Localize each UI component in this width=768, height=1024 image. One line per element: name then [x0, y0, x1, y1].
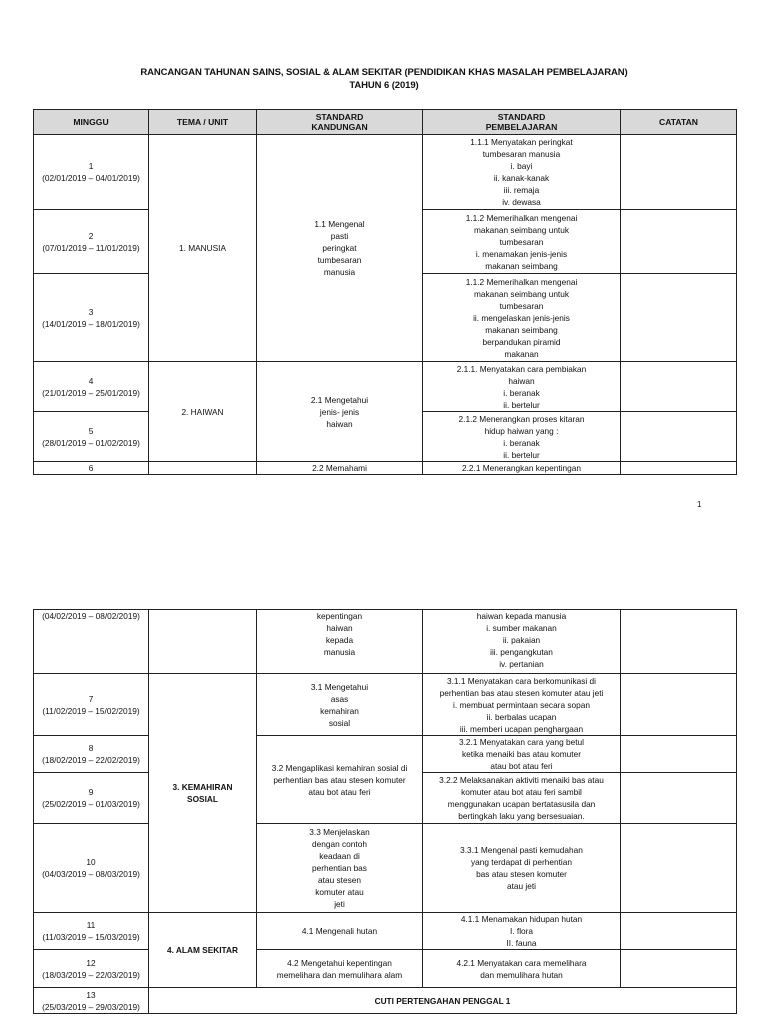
catatan-cell	[621, 824, 737, 913]
standard-pembelajaran-cell: 3.3.1 Mengenal pasti kemudahan yang terdapat di perhentian bas atau stesen komuter atau jeti	[423, 824, 621, 913]
week-cell: 4 (21/01/2019 – 25/01/2019)	[34, 362, 149, 412]
plan-table-page-2	[33, 609, 737, 1014]
holiday-banner: CUTI PERTENGAHAN PENGGAL 1	[149, 988, 737, 1014]
standard-kandungan-cell: 2.2 Memahami	[257, 462, 423, 475]
week-cell: 7 (11/02/2019 – 15/02/2019)	[34, 674, 149, 736]
catatan-cell	[621, 412, 737, 462]
week-cell: 6	[34, 462, 149, 475]
catatan-cell	[621, 674, 737, 736]
standard-kandungan-cell: 1.1 Mengenal pasti peringkat tumbesaran manusia	[257, 135, 423, 362]
week-cell: 11 (11/03/2019 – 15/03/2019)	[34, 913, 149, 950]
standard-pembelajaran-cell: 4.2.1 Menyatakan cara memelihara dan memulihara hutan	[423, 950, 621, 988]
tema-cell: 4. ALAM SEKITAR	[149, 913, 257, 988]
standard-pembelajaran-cell: 1.1.2 Memerihalkan mengenai makanan seimbang untuk tumbesaran ii. mengelaskan jenis-jenis makanan seimbang berpandukan piramid makanan	[423, 274, 621, 362]
standard-kandungan-cell: 4.2 Mengetahui kepentingan memelihara dan memulihara alam	[257, 950, 423, 988]
plan-table-page-1	[33, 109, 737, 475]
document-title: RANCANGAN TAHUNAN SAINS, SOSIAL & ALAM SEKITAR (PENDIDIKAN KHAS MASALAH PEMBELAJARAN)	[140, 67, 628, 78]
week-cell: 13 (25/03/2019 – 29/03/2019)	[34, 988, 149, 1014]
standard-kandungan-cell: 3.3 Menjelaskan dengan contoh keadaan di perhentian bas atau stesen komuter atau jeti	[257, 824, 423, 913]
standard-pembelajaran-cell: 2.2.1 Menerangkan kepentingan	[423, 462, 621, 475]
catatan-cell	[621, 610, 737, 674]
standard-pembelajaran-cell: 2.1.2 Menerangkan proses kitaran hidup haiwan yang : i. beranak ii. bertelur	[423, 412, 621, 462]
standard-kandungan-cell: 3.2 Mengaplikasi kemahiran sosial di perhentian bas atau stesen komuter atau bot atau feri	[257, 736, 423, 824]
standard-pembelajaran-cell: 1.1.2 Memerihalkan mengenai makanan seimbang untuk tumbesaran i. menamakan jenis-jenis makanan seimbang	[423, 210, 621, 274]
standard-pembelajaran-cell: 3.1.1 Menyatakan cara berkomunikasi di perhentian bas atau stesen komuter atau jeti i. membuat permintaan secara sopan ii. berbalas ucapan iii. memberi ucapan penghargaan	[423, 674, 621, 736]
catatan-cell	[621, 135, 737, 210]
catatan-cell	[621, 950, 737, 988]
tema-cell: 3. KEMAHIRAN SOSIAL	[149, 674, 257, 913]
document-subtitle: TAHUN 6 (2019)	[349, 80, 419, 91]
catatan-cell	[621, 210, 737, 274]
catatan-cell	[621, 362, 737, 412]
week-cell: 5 (28/01/2019 – 01/02/2019)	[34, 412, 149, 462]
header-minggu: MINGGU	[34, 110, 149, 135]
catatan-cell	[621, 462, 737, 475]
week-cell: 9 (25/02/2019 – 01/03/2019)	[34, 773, 149, 824]
catatan-cell	[621, 913, 737, 950]
tema-cell: 2. HAIWAN	[149, 362, 257, 462]
standard-pembelajaran-cell: 1.1.1 Menyatakan peringkat tumbesaran manusia i. bayi ii. kanak-kanak iii. remaja iv. dewasa	[423, 135, 621, 210]
catatan-cell	[621, 773, 737, 824]
week-cell: 3 (14/01/2019 – 18/01/2019)	[34, 274, 149, 362]
week-cell: 2 (07/01/2019 – 11/01/2019)	[34, 210, 149, 274]
standard-kandungan-cell: 3.1 Mengetahui asas kemahiran sosial	[257, 674, 423, 736]
tema-cell: 1. MANUSIA	[149, 135, 257, 362]
standard-pembelajaran-cell: 3.2.1 Menyatakan cara yang betul ketika menaiki bas atau komuter atau bot atau feri	[423, 736, 621, 773]
tema-cell	[149, 610, 257, 674]
standard-pembelajaran-cell: haiwan kepada manusia i. sumber makanan ii. pakaian iii. pengangkutan iv. pertanian	[423, 610, 621, 674]
standard-pembelajaran-cell: 2.1.1. Menyatakan cara pembiakan haiwan i. beranak ii. bertelur	[423, 362, 621, 412]
header-tema: TEMA / UNIT	[149, 110, 257, 135]
header-standard-pembelajaran: STANDARD PEMBELAJARAN	[423, 110, 621, 135]
standard-kandungan-cell: 2.1 Mengetahui jenis- jenis haiwan	[257, 362, 423, 462]
standard-kandungan-cell: 4.1 Mengenali hutan	[257, 913, 423, 950]
tema-cell	[149, 462, 257, 475]
standard-kandungan-cell: kepentingan haiwan kepada manusia	[257, 610, 423, 674]
header-catatan: CATATAN	[621, 110, 737, 135]
week-cell: (04/02/2019 – 08/02/2019)	[34, 610, 149, 674]
page-number: 1	[697, 500, 702, 509]
week-cell: 10 (04/03/2019 – 08/03/2019)	[34, 824, 149, 913]
week-cell: 8 (18/02/2019 – 22/02/2019)	[34, 736, 149, 773]
catatan-cell	[621, 736, 737, 773]
header-standard-kandungan: STANDARD KANDUNGAN	[257, 110, 423, 135]
catatan-cell	[621, 274, 737, 362]
week-cell: 1 (02/01/2019 – 04/01/2019)	[34, 135, 149, 210]
week-cell: 12 (18/03/2019 – 22/03/2019)	[34, 950, 149, 988]
standard-pembelajaran-cell: 3.2.2 Melaksanakan aktiviti menaiki bas atau komuter atau bot atau feri sambil menggunakan ucapan bertatasusila dan bertingkah laku yang bersesuaian.	[423, 773, 621, 824]
standard-pembelajaran-cell: 4.1.1 Menamakan hidupan hutan I. flora II. fauna	[423, 913, 621, 950]
